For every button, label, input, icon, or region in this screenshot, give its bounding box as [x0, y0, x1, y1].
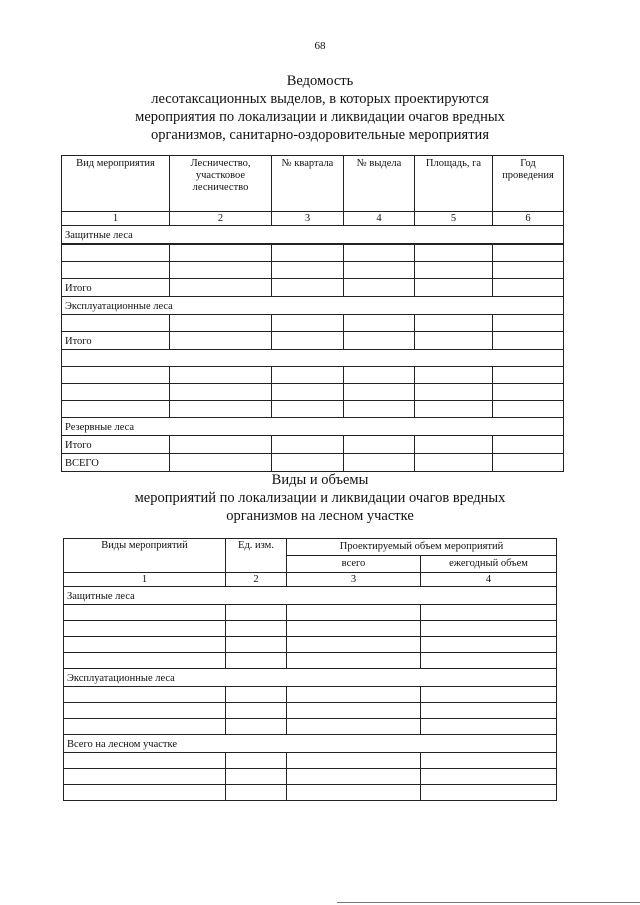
- header-cell: № выдела: [344, 156, 415, 212]
- title-line: Ведомость: [286, 73, 354, 89]
- header-cell: № квартала: [272, 156, 344, 212]
- header-cell: ежегодный объем: [421, 556, 557, 573]
- column-number: 2: [170, 212, 272, 226]
- column-number: 1: [64, 573, 226, 587]
- section-label: Защитные леса: [62, 226, 564, 245]
- section-label: Эксплуатационные леса: [64, 669, 557, 687]
- title-line: организмов, санитарно-оздоровительные мероприятия: [150, 127, 489, 143]
- total-label: Итого: [62, 332, 170, 350]
- page-number: 68: [314, 40, 326, 52]
- column-number: 3: [287, 573, 421, 587]
- header-cell: Проектируемый объем мероприятий: [287, 539, 557, 556]
- volumes-title: [0, 471, 640, 525]
- header-cell: Площадь, га: [415, 156, 493, 212]
- header-cell: Виды мероприятий: [64, 539, 226, 573]
- column-number: 1: [62, 212, 170, 226]
- total-label: Итого: [62, 436, 170, 454]
- title-line: Виды и объемы: [271, 472, 369, 488]
- statement-title: [0, 72, 640, 144]
- header-cell: Вид мероприятия: [62, 156, 170, 212]
- grand-total-label: ВСЕГО: [62, 454, 170, 472]
- title-line: мероприятия по локализации и ликвидации очагов вредных: [135, 109, 505, 125]
- section-label: Всего на лесном участке: [64, 735, 557, 753]
- section-label: Эксплуатационные леса: [62, 297, 564, 315]
- column-number: 5: [415, 212, 493, 226]
- header-cell: Ед. изм.: [226, 539, 287, 573]
- title-line: организмов на лесном участке: [226, 508, 414, 524]
- column-number: 4: [421, 573, 557, 587]
- header-cell: Год проведения: [493, 156, 564, 212]
- title-line: лесотаксационных выделов, в которых проектируются: [151, 91, 489, 107]
- plots-table: [61, 155, 564, 472]
- header-cell: Лесничество, участковое лесничество: [170, 156, 272, 212]
- footer-line: [337, 902, 640, 903]
- column-number: 3: [272, 212, 344, 226]
- column-number: 2: [226, 573, 287, 587]
- section-label: Резервные леса: [62, 418, 564, 436]
- volumes-table: [63, 538, 557, 801]
- column-number: 4: [344, 212, 415, 226]
- total-label: Итого: [62, 279, 170, 297]
- header-cell: всего: [287, 556, 421, 573]
- column-number: 6: [493, 212, 564, 226]
- title-line: мероприятий по локализации и ликвидации очагов вредных: [134, 490, 506, 506]
- section-label: Защитные леса: [64, 587, 557, 605]
